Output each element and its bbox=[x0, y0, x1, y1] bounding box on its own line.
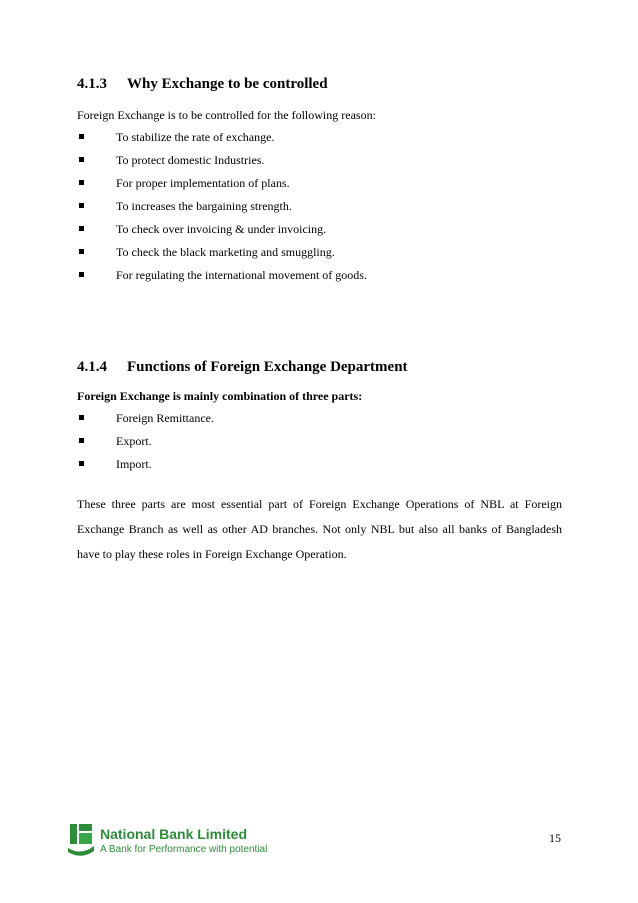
page-number: 15 bbox=[549, 831, 561, 845]
list-item: Import. bbox=[77, 457, 567, 480]
list-item: To increases the bargaining strength. bbox=[77, 199, 567, 222]
square-bullet-icon bbox=[79, 438, 84, 443]
section-heading-4-1-4 bbox=[77, 359, 408, 376]
bullet-list-department-parts bbox=[77, 411, 567, 480]
list-item: Foreign Remittance. bbox=[77, 411, 567, 434]
section-intro: Foreign Exchange is to be controlled for the following reason: bbox=[77, 108, 376, 122]
square-bullet-icon bbox=[79, 134, 84, 139]
section-number: 4.1.3 bbox=[77, 76, 107, 92]
square-bullet-icon bbox=[79, 157, 84, 162]
logo-tagline: A Bank for Performance with potential bbox=[100, 844, 268, 855]
square-bullet-icon bbox=[79, 461, 84, 466]
list-item: To protect domestic Industries. bbox=[77, 153, 567, 176]
section-title: Why Exchange to be controlled bbox=[127, 76, 328, 92]
logo-name: National Bank Limited bbox=[100, 826, 248, 842]
section-intro: Foreign Exchange is mainly combination of three parts: bbox=[77, 389, 363, 403]
list-item: Export. bbox=[77, 434, 567, 457]
section-number: 4.1.4 bbox=[77, 359, 107, 375]
list-item: To stabilize the rate of exchange. bbox=[77, 130, 567, 153]
list-item: For proper implementation of plans. bbox=[77, 176, 567, 199]
section-heading-4-1-3 bbox=[77, 76, 328, 93]
square-bullet-icon bbox=[79, 272, 84, 277]
list-item: For regulating the international movement of goods. bbox=[77, 268, 567, 291]
list-item: To check over invoicing & under invoicing. bbox=[77, 222, 567, 245]
square-bullet-icon bbox=[79, 249, 84, 254]
square-bullet-icon bbox=[79, 180, 84, 185]
square-bullet-icon bbox=[79, 226, 84, 231]
list-item: To check the black marketing and smuggling. bbox=[77, 245, 567, 268]
body-paragraph: These three parts are most essential part of Foreign Exchange Operations of NBL at Foreign Exchange Branch as well as other AD branches. Not only NBL but also all banks of Bangladesh have to play these roles in Foreign Exchange Operation. bbox=[77, 497, 562, 561]
square-bullet-icon bbox=[79, 203, 84, 208]
bullet-list-control-reasons bbox=[77, 130, 567, 291]
section-title: Functions of Foreign Exchange Department bbox=[127, 359, 408, 375]
square-bullet-icon bbox=[79, 415, 84, 420]
bank-logo bbox=[66, 822, 266, 862]
bank-leaf-icon bbox=[66, 822, 96, 858]
